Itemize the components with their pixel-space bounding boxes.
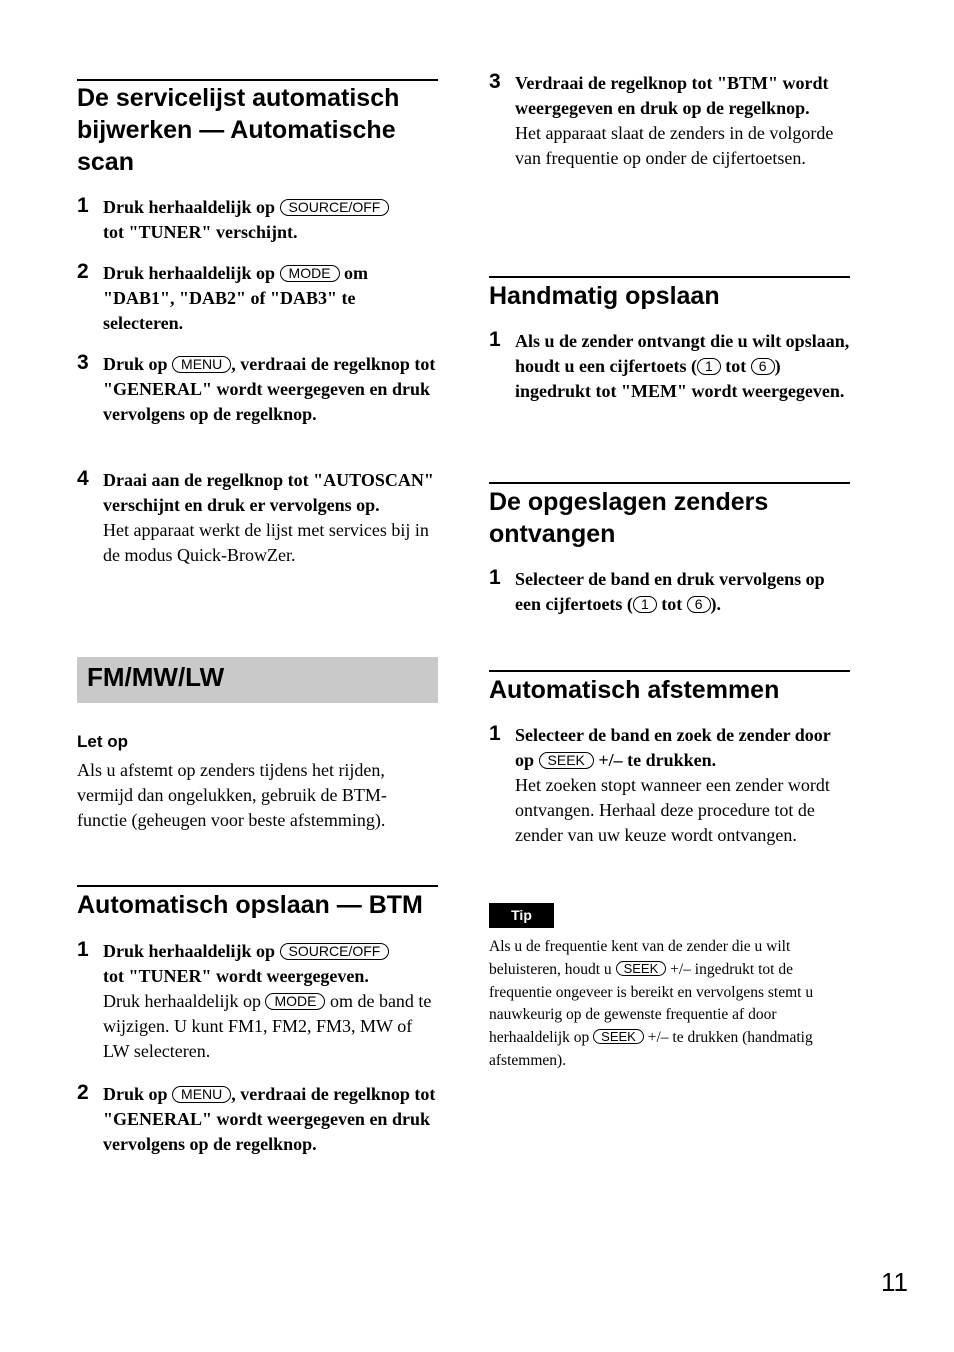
menu-key: MENU <box>172 356 231 373</box>
step-text <box>515 567 850 617</box>
tip-text-post: +/– te drukken (handmatig afstemmen). <box>489 1029 813 1069</box>
step-number: 1 <box>489 328 501 351</box>
step-note: Het zoeken stopt wanneer een zender wordt ontvangen. Herhaal deze procedure tot de zender van uw keuze wordt ontvangen. <box>515 775 830 845</box>
step-text-pre: Druk op <box>103 354 168 374</box>
menu-key: MENU <box>172 1086 231 1103</box>
step-text-pre: Druk herhaaldelijk op <box>103 941 276 961</box>
section-title: Automatisch opslaan — BTM <box>77 891 423 919</box>
step-number: 2 <box>77 1081 89 1104</box>
digit-key-1: 1 <box>697 358 721 375</box>
step-text-post: tot "TUNER" verschijnt. <box>103 222 298 242</box>
step-text-pre: Druk herhaaldelijk op <box>103 263 276 283</box>
step-text-pre: Druk op <box>103 1084 168 1104</box>
step-text <box>515 71 847 171</box>
step-text <box>103 261 438 336</box>
step-text <box>103 195 438 245</box>
step-text-pre: Selecteer de band en druk vervolgens op een cijfertoets ( <box>515 569 825 614</box>
page-number: 11 <box>881 1267 908 1297</box>
step-text <box>515 723 850 848</box>
digit-key-1: 1 <box>633 596 657 613</box>
seek-key: SEEK <box>539 752 594 769</box>
step-text-post: ). <box>710 594 722 614</box>
section-rule <box>489 276 850 278</box>
tip-text-pre: Als u de frequentie kent van de zender die u wilt beluisteren, houdt u <box>489 938 791 978</box>
step-text <box>103 939 438 1064</box>
step-number: 3 <box>77 351 89 374</box>
step-number: 4 <box>77 467 89 490</box>
let-op-text: Als u afstemt op zenders tijdens het rijden, vermijd dan ongelukken, gebruik de BTM-functie (geheugen voor beste afstemming). <box>77 760 387 830</box>
step-note-pre: Druk herhaaldelijk op <box>103 991 261 1011</box>
step-number: 3 <box>489 70 501 93</box>
tip-text-mid: +/– ingedrukt tot de frequentie ongeveer is bereikt en vervolgens stemt u nauwkeurig op de gewenste frequentie af door herhaaldelijk op <box>489 960 814 1047</box>
digit-key-6: 6 <box>751 358 775 375</box>
step-number: 1 <box>489 722 501 745</box>
step-text-post: tot "TUNER" wordt weergegeven. <box>103 966 369 986</box>
step-text-post: , verdraai de regelknop tot "GENERAL" wordt weergegeven en druk vervolgens op de regelknop. <box>103 354 436 424</box>
step-number: 2 <box>77 260 89 283</box>
step-text-mid: tot <box>661 594 683 614</box>
step-note-post: om de band te wijzigen. U kunt FM1, FM2, FM3, MW of LW selecteren. <box>103 991 432 1061</box>
mode-key: MODE <box>265 993 325 1010</box>
section-title: De opgeslagen zenders ontvangen <box>489 488 769 548</box>
step-text-post: +/– te drukken. <box>598 750 717 770</box>
seek-key: SEEK <box>593 1029 644 1044</box>
step-text <box>103 1082 438 1157</box>
section-rule <box>77 79 438 81</box>
step-text-bold: Draai aan de regelknop tot "AUTOSCAN" verschijnt en druk er vervolgens op. <box>103 470 434 515</box>
seek-key: SEEK <box>616 961 667 976</box>
step-text-pre: Druk herhaaldelijk op <box>103 197 276 217</box>
step-note: Het apparaat werkt de lijst met services bij in de modus Quick-BrowZer. <box>103 520 429 565</box>
mode-key: MODE <box>280 265 340 282</box>
step-note: Het apparaat slaat de zenders in de volgorde van frequentie op onder de cijfertoetsen. <box>515 123 834 168</box>
step-text <box>515 329 850 404</box>
step-text-post: om "DAB1", "DAB2" of "DAB3" te selecteren. <box>103 263 369 333</box>
section-rule <box>489 670 850 672</box>
tip-text <box>489 936 850 1073</box>
step-number: 1 <box>77 938 89 961</box>
step-text <box>103 468 438 568</box>
step-number: 1 <box>489 566 501 589</box>
fm-mw-lw-banner <box>77 657 438 703</box>
step-text-pre: Selecteer de band en zoek de zender door op <box>515 725 831 770</box>
digit-key-6: 6 <box>687 596 711 613</box>
section-rule <box>77 885 438 887</box>
step-number: 1 <box>77 194 89 217</box>
step-text-bold: Verdraai de regelknop tot "BTM" wordt weergegeven en druk op de regelknop. <box>515 73 829 118</box>
source-off-key: SOURCE/OFF <box>280 943 390 960</box>
section-title: De servicelijst automatisch bijwerken — Automatische scan <box>77 84 400 176</box>
source-off-key: SOURCE/OFF <box>280 199 390 216</box>
tip-label: Tip <box>489 903 554 928</box>
let-op-title: Let op <box>77 732 128 751</box>
step-text-post: ) ingedrukt tot "MEM" wordt weergegeven. <box>515 356 845 401</box>
step-text-pre: Als u de zender ontvangt die u wilt opslaan, houdt u een cijfertoets ( <box>515 331 850 376</box>
step-text-post: , verdraai de regelknop tot "GENERAL" wordt weergegeven en druk vervolgens op de regelknop. <box>103 1084 436 1154</box>
section-title: Automatisch afstemmen <box>489 676 780 704</box>
section-rule <box>489 482 850 484</box>
step-text-mid: tot <box>725 356 747 376</box>
section-title: Handmatig opslaan <box>489 282 720 310</box>
step-text <box>103 352 438 427</box>
banner-label: FM/MW/LW <box>87 662 225 692</box>
